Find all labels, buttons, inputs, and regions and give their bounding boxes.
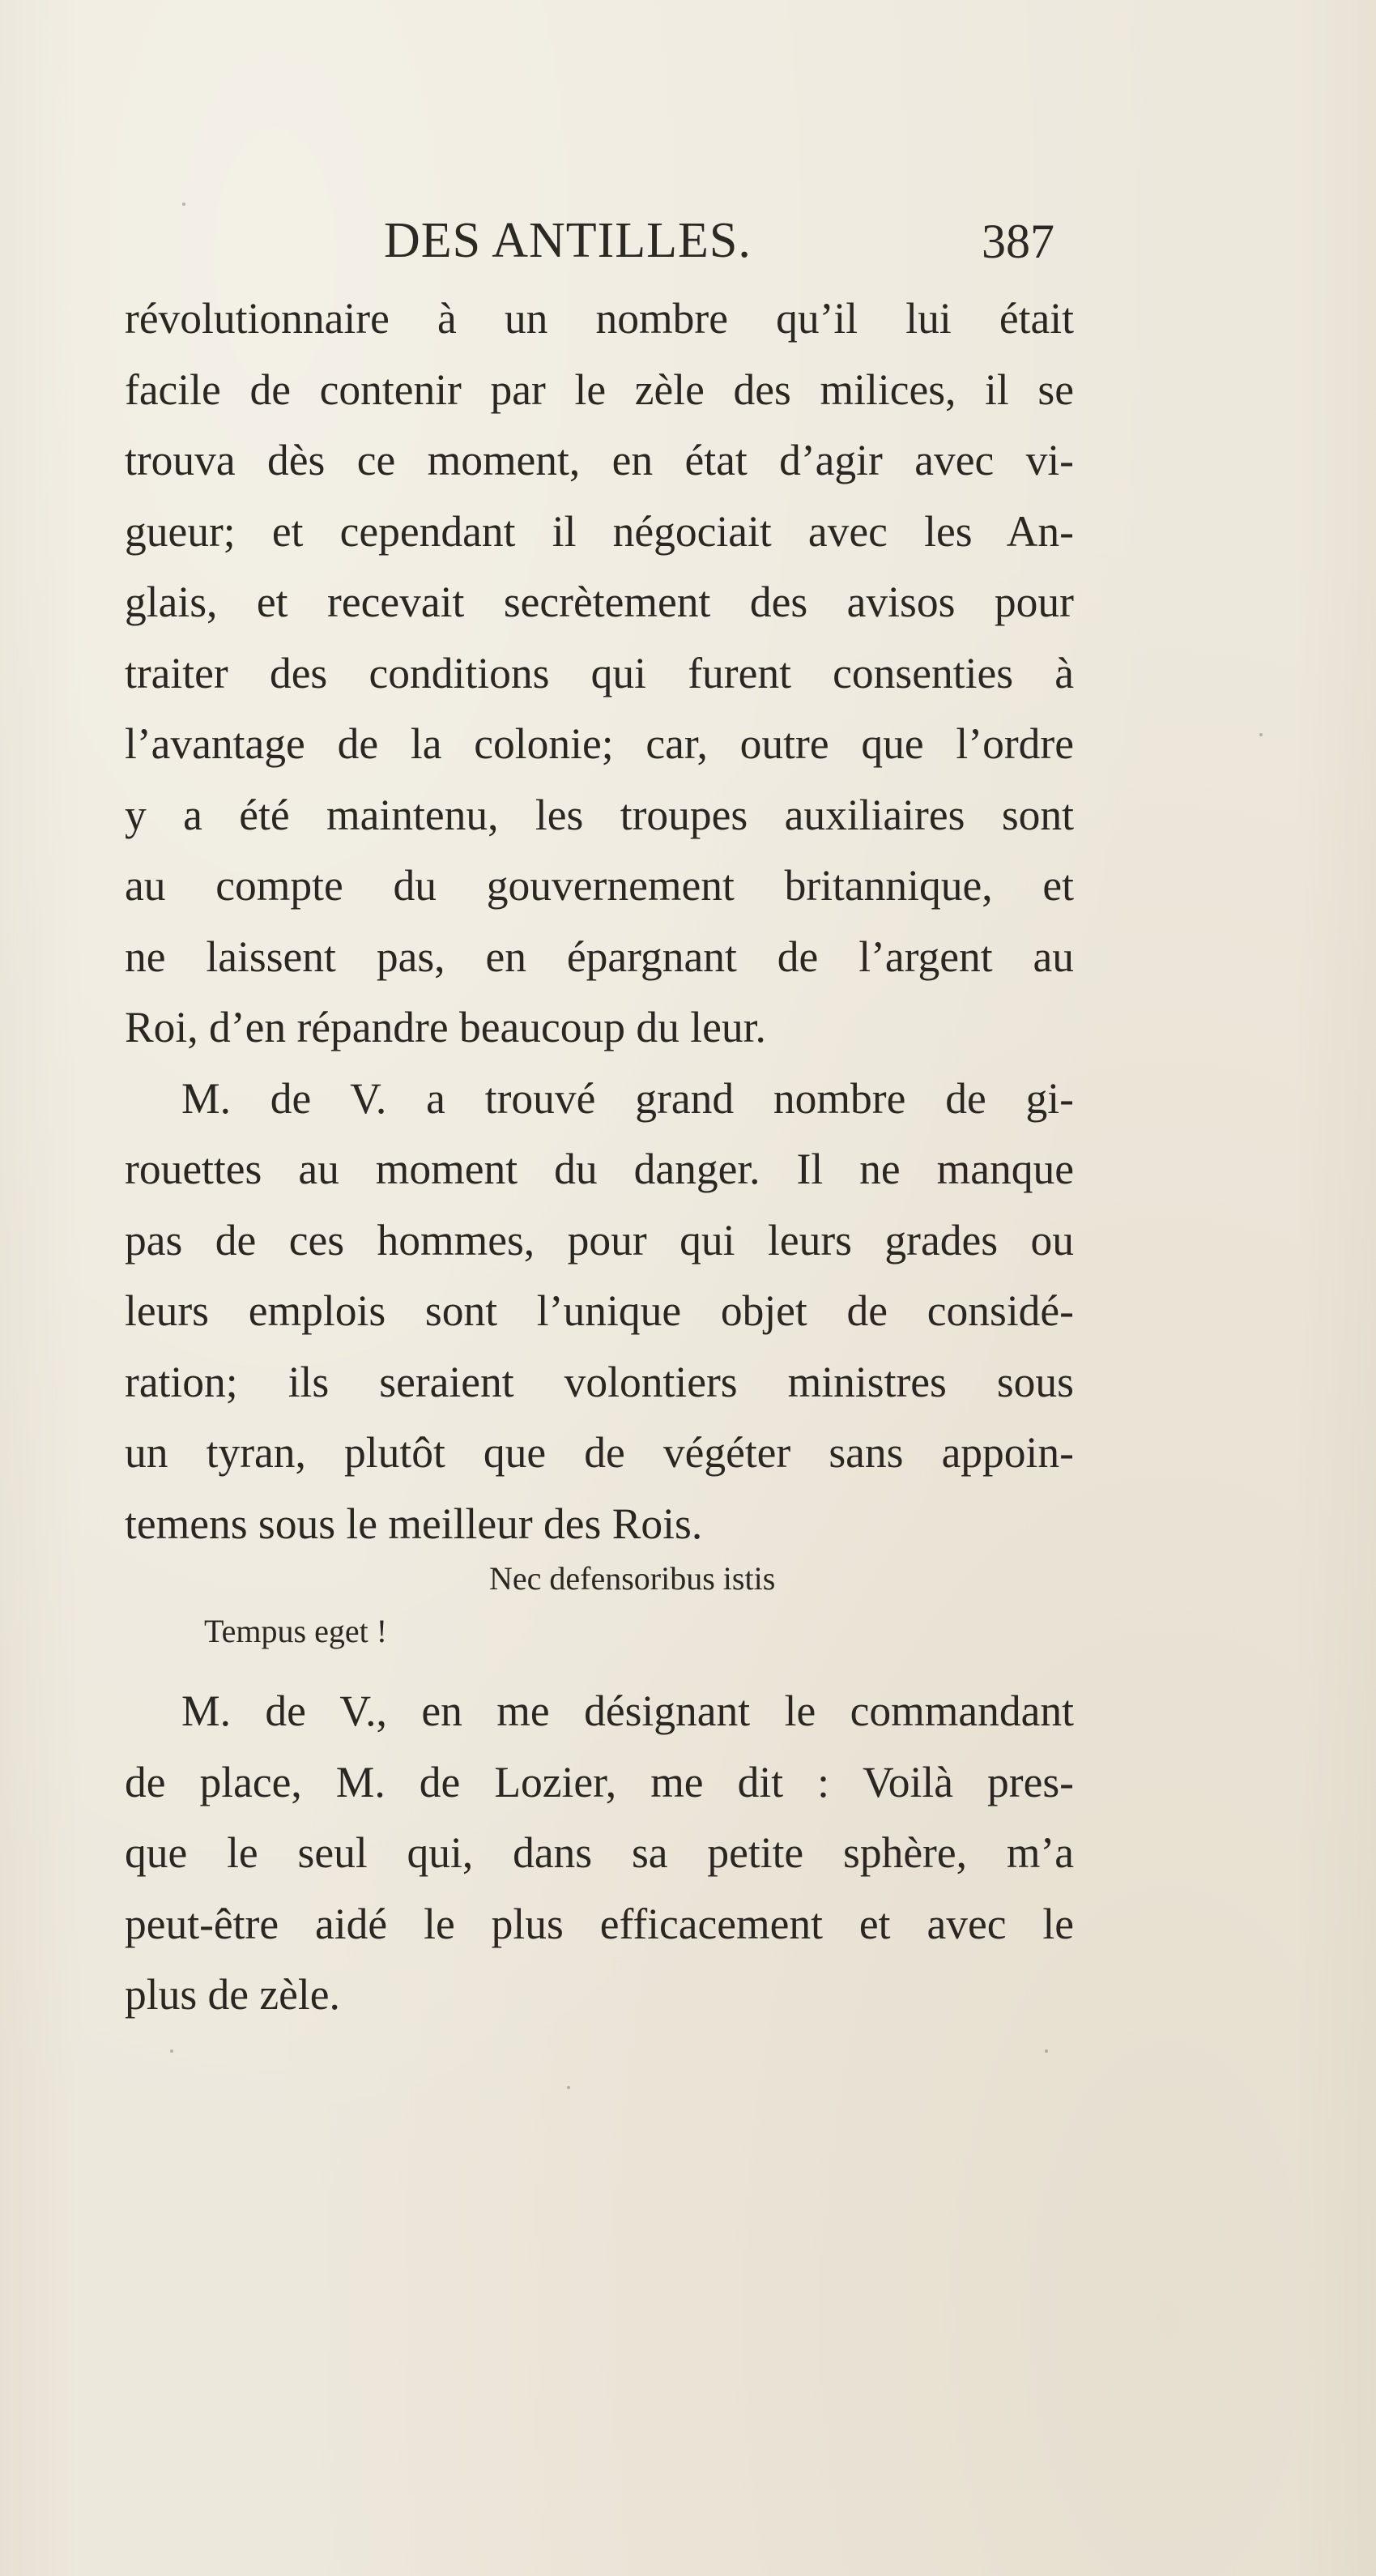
text-line: au compte du gouvernement britannique, et [125, 861, 1074, 910]
closing-text-block [125, 1675, 1074, 2030]
text-line: glais, et recevait secrètement des avisos pour [125, 578, 1074, 626]
text-line: l’avantage de la colonie; car, outre que l’ordre [125, 719, 1074, 768]
text-line: ne laissent pas, en épargnant de l’argent au [125, 932, 1074, 981]
paper-speck [567, 2086, 570, 2089]
quotation-text: Nec defensoribus istis [489, 1560, 776, 1597]
text-line: pas de ces hommes, pour qui leurs grades ou [125, 1215, 1074, 1265]
text-line: révolutionnaire à un nombre qu’il lui était [125, 294, 1074, 343]
text-line: que le seul qui, dans sa petite sphère, m’a [125, 1828, 1074, 1877]
text-line: plus de zèle. [125, 1970, 340, 2019]
text-line: leurs emplois sont l’unique objet de considé- [125, 1286, 1074, 1335]
main-text-block [125, 284, 1074, 1559]
text-line: M. de V., en me désignant le commandant [181, 1687, 1074, 1735]
text-line: traiter des conditions qui furent consenties à [125, 648, 1074, 697]
text-line: ration; ils seraient volontiers ministres sous [125, 1357, 1074, 1406]
page-number: 387 [982, 215, 1054, 268]
text-line: Roi, d’en répandre beaucoup du leur. [125, 1003, 766, 1051]
text-line: temens sous le meilleur des Rois. [125, 1499, 703, 1548]
paper-speck [182, 203, 185, 206]
paper-speck [1045, 2049, 1048, 2053]
text-line: facile de contenir par le zèle des milices, il se [125, 365, 1074, 414]
text-line: rouettes au moment du danger. Il ne manque [125, 1145, 1074, 1193]
text-line: gueur; et cependant il négociait avec les An- [125, 506, 1074, 556]
running-title: DES ANTILLES. [384, 213, 752, 268]
text-line: trouva dès ce moment, en état d’agir avec vi- [125, 436, 1074, 484]
page-header [0, 212, 1376, 277]
text-line: M. de V. a trouvé grand nombre de gi- [181, 1073, 1074, 1123]
paper-speck [1259, 733, 1263, 736]
text-line: de place, M. de Lozier, me dit : Voilà pres- [125, 1757, 1074, 1806]
quotation-text: Tempus eget ! [204, 1613, 388, 1649]
text-line: un tyran, plutôt que de végéter sans appoin- [125, 1428, 1074, 1477]
text-line: y a été maintenu, les troupes auxiliaires sont [125, 790, 1074, 839]
paper-speck [170, 2049, 173, 2053]
text-line: peut-être aidé le plus efficacement et avec le [125, 1899, 1074, 1948]
